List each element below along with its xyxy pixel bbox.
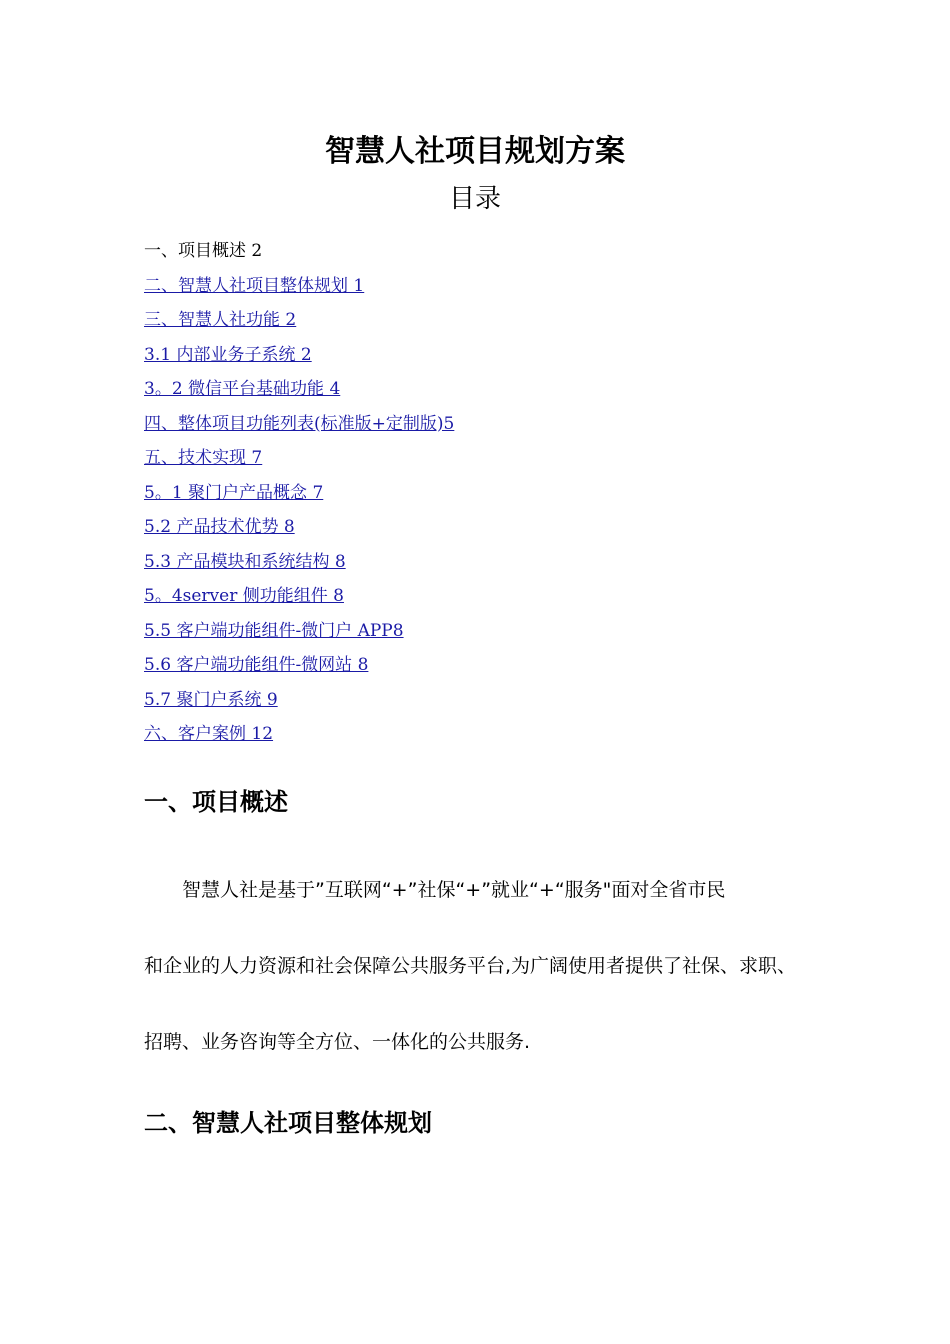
toc-link[interactable]: 5.6 客户端功能组件-微网站 8 <box>144 655 369 675</box>
toc-item[interactable] <box>144 407 844 442</box>
toc-link[interactable]: 5.2 产品技术优势 8 <box>144 517 295 537</box>
toc-heading: 目录 <box>448 184 501 214</box>
toc-item[interactable] <box>144 579 844 614</box>
overview-paragraph <box>144 852 814 1080</box>
section-heading-overview: 一、项目概述 <box>144 788 288 816</box>
toc-item[interactable] <box>144 545 844 580</box>
toc-item[interactable] <box>144 510 844 545</box>
toc-text: 一、项目概述 2 <box>144 241 263 261</box>
toc-link[interactable]: 5。4server 侧功能组件 8 <box>144 586 344 606</box>
paragraph-line: 和企业的人力资源和社会保障公共服务平台,为广阔使用者提供了社保、求职、 <box>144 955 797 977</box>
document-title: 智慧人社项目规划方案 <box>325 134 625 169</box>
toc-item[interactable] <box>144 372 844 407</box>
table-of-contents <box>144 234 844 752</box>
toc-item[interactable] <box>144 441 844 476</box>
toc-item[interactable] <box>144 269 844 304</box>
toc-link[interactable]: 三、智慧人社功能 2 <box>144 310 297 330</box>
toc-link[interactable]: 5.7 聚门户系统 9 <box>144 689 278 710</box>
toc-link[interactable]: 3。2 微信平台基础功能 4 <box>144 379 341 399</box>
toc-link[interactable]: 5。1 聚门户产品概念 7 <box>144 482 324 503</box>
toc-item[interactable] <box>144 303 844 338</box>
toc-item[interactable] <box>144 614 844 649</box>
toc-item[interactable] <box>144 717 844 752</box>
toc-link[interactable]: 5.3 产品模块和系统结构 8 <box>144 551 346 572</box>
toc-link[interactable]: 四、整体项目功能列表(标准版+定制版)5 <box>144 413 455 434</box>
toc-item <box>144 234 844 269</box>
toc-link[interactable]: 3.1 内部业务子系统 2 <box>144 344 312 365</box>
toc-item[interactable] <box>144 648 844 683</box>
paragraph-line: 招聘、业务咨询等全方位、一体化的公共服务. <box>144 1031 531 1053</box>
toc-link[interactable]: 六、客户案例 12 <box>144 724 274 744</box>
toc-link[interactable]: 二、智慧人社项目整体规划 1 <box>144 275 365 296</box>
toc-link[interactable]: 5.5 客户端功能组件-微门户 APP8 <box>144 620 404 641</box>
toc-link[interactable]: 五、技术实现 7 <box>144 448 263 468</box>
toc-item[interactable] <box>144 338 844 373</box>
toc-item[interactable] <box>144 683 844 718</box>
toc-item[interactable] <box>144 476 844 511</box>
paragraph-line: 智慧人社是基于”互联网“+”社保“+”就业“+“服务"面对全省市民 <box>182 879 726 901</box>
section-heading-planning: 二、智慧人社项目整体规划 <box>144 1109 432 1137</box>
